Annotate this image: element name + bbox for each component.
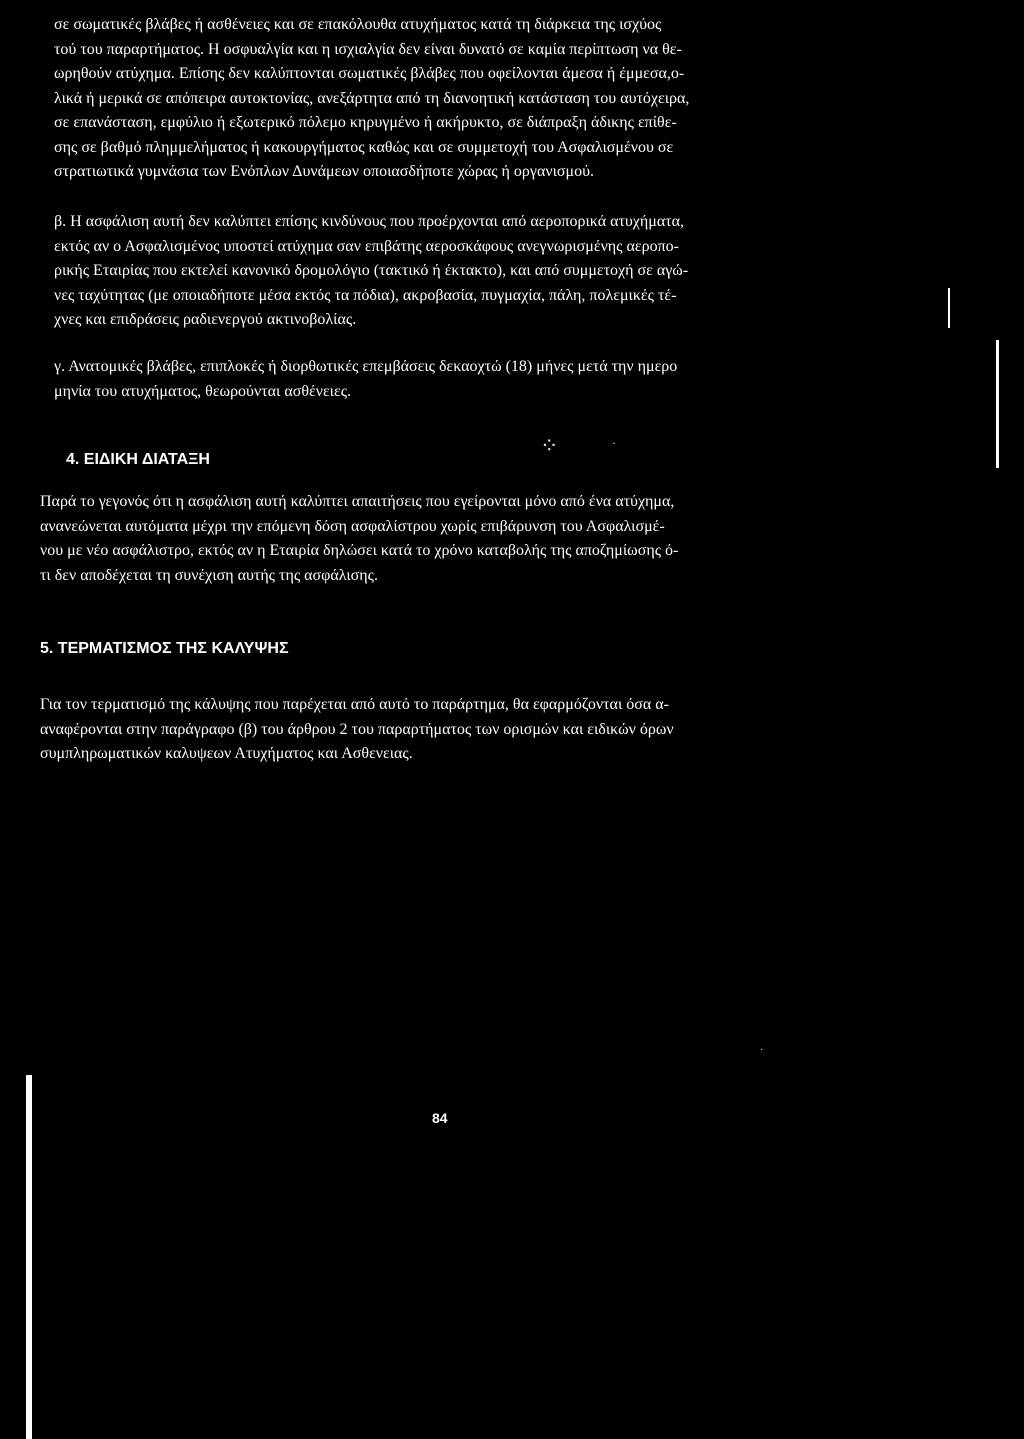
section-heading-special-provision: 4. ΕΙΔΙΚΗ ΔΙΑΤΑΞΗ (66, 451, 210, 468)
text-line: συμπληρωματικών καλυψεων Ατυχήματος και Ασθενειας. (40, 745, 413, 762)
text-line: στρατιωτικά γυμνάσια των Ενόπλων Δυνάμεων οποιασδήποτε χώρας ή οργανισμού. (54, 163, 595, 180)
text-line: ανανεώνεται αυτόματα μέχρι την επόμενη δόση ασφαλίστρου χωρίς επιβάρυνση του Ασφαλισμέ- (40, 517, 665, 535)
text-line: χνες και επιδράσεις ραδιενεργού ακτινοβολίας. (54, 311, 357, 328)
scan-speck-icon: · (612, 436, 616, 450)
text-line: σης σε βαθμό πλημμελήματος ή κακουργήματος καθώς και σε συμμετοχή του Ασφαλισμένου σε (54, 138, 674, 156)
text-line: Για τον τερματισμό της κάλυψης που παρέχεται από αυτό το παράρτημα, θα εφαρμόζονται όσα α- (40, 696, 669, 713)
special-provision-paragraph (40, 490, 850, 588)
text-line: σε σωματικές βλάβες ή ασθένειες και σε επακόλουθα ατυχήματος κατά τη διάρκεια της ισχύος (54, 16, 662, 33)
page-number: 84 (432, 1110, 448, 1126)
text-line: γ. Ανατομικές βλάβες, επιπλοκές ή διορθωτικές επεμβάσεις δεκαοχτώ (18) μήνες μετά την ημερο (54, 358, 678, 375)
text-line: νες ταχύτητας (με οποιαδήποτε μέσα εκτός τα πόδια), ακροβασία, πυγμαχία, πάλη, πολεμικές τέ- (54, 286, 677, 304)
text-line: εκτός αν ο Ασφαλισμένος υποστεί ατύχημα σαν επιβάτης αεροσκάφους ανεγνωρισμένης αεροπο- (54, 237, 679, 255)
text-line: ωρηθούν ατύχημα. Επίσης δεν καλύπτονται σωματικές βλάβες που οφείλονται άμεσα ή έμμεσα,ο- (54, 65, 685, 82)
text-line: ρικής Εταιρίας που εκτελεί κανονικό δρομολόγιο (τακτικό ή έκτακτο), και από συμμετοχή σε αγώ- (54, 262, 689, 279)
scan-speck-icon: ⁘ (540, 433, 559, 458)
text-line: τι δεν αποδέχεται τη συνέχιση αυτής της ασφάλισης. (40, 566, 378, 584)
text-line: λικά ή μερικά σε απόπειρα αυτοκτονίας, ανεξάρτητα από τη διανοητική κατάσταση του αυτόχειρα, (54, 89, 690, 107)
text-line: μηνία του ατυχήματος, θεωρούνται ασθένειες. (54, 382, 352, 400)
text-line: νου με νέο ασφάλιστρο, εκτός αν η Εταιρία δηλώσει κατά το χρόνο καταβολής της αποζημίωσης ό- (40, 542, 679, 559)
termination-paragraph (40, 693, 850, 767)
scan-edge-bar (948, 288, 950, 328)
scan-edge-bar (26, 1075, 32, 1439)
section-heading-termination: 5. ΤΕΡΜΑΤΙΣΜΟΣ ΤΗΣ ΚΑΛΥΨΗΣ (40, 640, 289, 657)
exclusions-paragraph (54, 13, 864, 185)
scan-speck-icon: · (760, 1045, 764, 1056)
text-line: β. Η ασφάλιση αυτή δεν καλύπτει επίσης κινδύνους που προέρχονται από αεροπορικά ατυχήματα, (54, 213, 685, 230)
text-line: τού του παραρτήματος. Η οσφυαλγία και η ισχιαλγία δεν είναι δυνατό σε καμία περίπτωση να θε- (54, 40, 682, 58)
scan-edge-bar (996, 340, 999, 468)
paragraph-beta (54, 210, 866, 333)
text-line: σε επανάσταση, εμφύλιο ή εξωτερικό πόλεμο κηρυγμένο ή ακήρυκτο, σε διάπραξη άδικης επίθε- (54, 114, 677, 131)
text-line: Παρά το γεγονός ότι η ασφάλιση αυτή καλύπτει απαιτήσεις που εγείρονται μόνο από ένα ατύχημα, (40, 493, 675, 510)
paragraph-gamma (54, 355, 854, 404)
text-line: αναφέρονται στην παράγραφο (β) του άρθρου 2 του παραρτήματος των ορισμών και ειδικών όρων (40, 720, 674, 738)
